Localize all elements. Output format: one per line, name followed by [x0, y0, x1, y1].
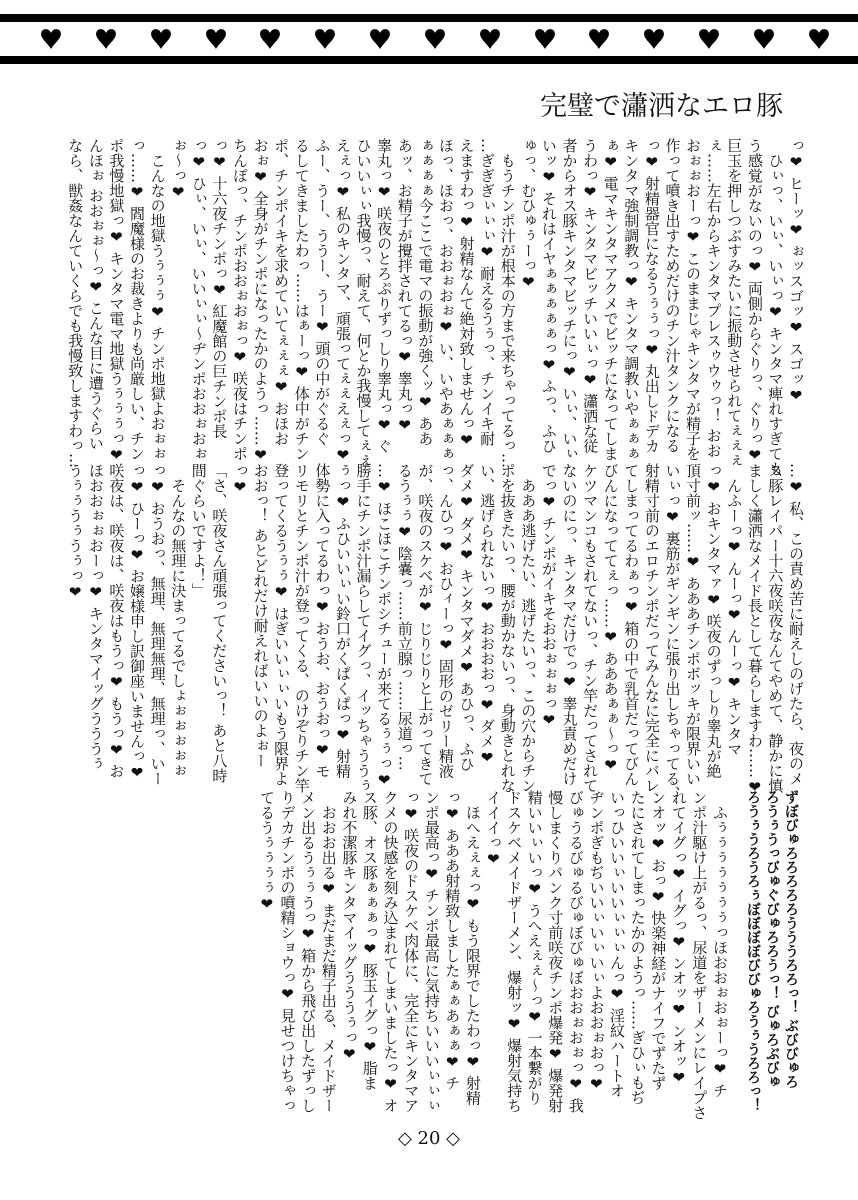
- text-line: ダメ❤ ダメ❤ キンタマダメ❤ あひっ、ふひ: [457, 463, 476, 772]
- text-line: うぅぅうぅうぅっ❤: [66, 463, 85, 601]
- text-line: …❤ ほこほこチンポシチューが来てるぅぅっ❤: [375, 463, 394, 789]
- text-line: みれ不潔豚キンタマイッグうううぅっ❤: [340, 790, 359, 1063]
- text-line: …❤ 私、この責め苦に耐えしのげたら、夜のメ: [787, 463, 805, 786]
- text-line: ぇ……左右からキンタマプレスゥウゥっ！ おお: [704, 138, 723, 458]
- text-line: っ❤: [230, 463, 249, 496]
- text-line: ないのにっ、キンタマだけでっ❤ 睾丸責めだけ: [560, 463, 579, 786]
- bottom-border-bar: [0, 56, 858, 64]
- text-line: ましく瀟洒なメイド長として暮らしますわ……❤: [745, 463, 764, 796]
- text-line: てしまってるわぁっ❤ 箱の中で乳首だってびん: [622, 463, 641, 786]
- heart-icon: [369, 28, 391, 50]
- text-line: っ❤ おうおっ、無理、無理無理、無理っ、いー: [148, 463, 167, 786]
- text-line: ほっ、ほおっ、おおぉおぉ❤ い、いやあぁぁぁ: [436, 138, 455, 461]
- text-line: 作って噴き出すためだけのチン汁タンクになる: [663, 138, 682, 453]
- text-block-middle: [65, 463, 806, 801]
- text-line: ぉ～っ❤: [169, 138, 188, 201]
- text-line: ひいいぃぃ我慢っ、耐えて、何とか我慢してぇぇ: [354, 138, 373, 468]
- heart-icon: [643, 28, 665, 50]
- text-line: もうチンポ汁が根本の方まで来ちゃってるっ…: [498, 138, 517, 468]
- text-line: そんなの無理に決まってるでしょぉぉぉぉぉ: [169, 463, 188, 778]
- text-line: っ❤ おキンタマァ❤ 咲夜のずっしり睾丸が絶: [704, 463, 723, 779]
- text-line: メン出るうぅぅうっ❤ 箱から飛び出したずっし: [299, 790, 318, 1113]
- text-line: いッ❤ それはイヤぁぁぁぁぁっ❤ ふっ、ふひ: [539, 138, 558, 454]
- text-line: ポを抜きたいっ、腰が動かないっ、身動きとれな: [498, 463, 517, 793]
- text-line: あッ、お精子が攪拌されてるっ❤ 睾丸っ❤: [395, 138, 414, 434]
- text-line: っ❤ 咲夜のドスケベ肉体に、完全にキンタマア: [402, 790, 421, 1113]
- heart-icon: [205, 28, 227, 50]
- text-line: るうぅぅ❤ 陰嚢っ……前立腺っ……尿道っ…: [395, 463, 414, 771]
- text-line: びんになっててぇっ……❤ あああぁぁ～っ❤: [601, 463, 620, 774]
- text-line: 咲夜は、咲夜は、咲夜はもうっ❤ もうっ❤ お: [107, 463, 126, 779]
- text-block-bottom-sfx: [743, 790, 800, 1110]
- text-line: ヂンポぎもぢいいぃいぃいぃよおおぉおっ❤: [587, 790, 606, 1093]
- text-line: っ❤ ヒーッ❤ ぉッスゴッ❤ スゴッ❤: [787, 138, 805, 405]
- heart-icon: [95, 28, 117, 50]
- text-line: っ、んひっ❤ おひィーっ❤ 固形のゼリー精液: [436, 463, 455, 779]
- text-line: んほぉ おおぉぉ～っ❤ こんな目に遭うぐらい: [86, 138, 105, 451]
- text-line: いぃっ❤ 裏筋がギンギンに張り出しちゃってる、: [663, 463, 682, 801]
- text-line: ひぃっ、いぃ、いぃっ❤ キンタマ痺れすぎても: [766, 138, 785, 476]
- heart-icon: [40, 28, 62, 50]
- heart-icon: [424, 28, 446, 50]
- text-line: ぁ❤ 電マキンタマアクメでビッチになってしま: [601, 138, 620, 461]
- text-line: 勝手にチンポ汁漏らしてイグっ、イッちゃううぅ: [354, 463, 373, 793]
- text-line: ポ、チンポイキを求めていてぇぇぇ❤ おほお: [272, 138, 291, 446]
- text-line: っ❤ 射精器官になるうぅぅっ❤ 丸出しドデカ: [642, 138, 661, 454]
- text-line: れてイグっ❤ イグっ❤ ンオッ❤ ンオッ❤: [669, 790, 688, 1087]
- text-line: てるうぅぅぅぅ❤: [257, 790, 276, 913]
- text-line: っ❤ ひーっ❤ お嬢様申し訳御座いませんっ❤: [128, 463, 146, 782]
- text-line: あああ逃げたい、逃げたいっ、この穴からチン: [519, 463, 538, 793]
- text-line: 射精寸前のエロチンポだってみんなに完全にバレ: [642, 463, 661, 793]
- text-line: りデカチンポの噴精ショウっ❤ 見せつけちゃっ: [278, 790, 297, 1113]
- top-border-bar: [0, 14, 858, 22]
- text-line: ス豚レイパー十六夜咲夜なんてやめて、静かに慎: [766, 463, 785, 793]
- text-line: ふー、うー、ううー、うー❤ 頭の中がぐるぐ: [313, 138, 332, 446]
- heart-icon: [588, 28, 610, 50]
- text-line: なら、獣姦なんていくらでも我慢致しますわっ…: [66, 138, 85, 468]
- text-line: ろうぅうろうろぅぼぼぼぼびびゅろうぅうろろっ！: [745, 790, 761, 1112]
- text-block-top: [65, 138, 806, 476]
- text-line: びゅうるびゅるびゅぼびゅぼおおぉおぉっ❤ 我: [566, 790, 585, 1113]
- text-line: ほへえぇぇっ❤ もう限界でしたわっ❤ 射精: [463, 790, 482, 1106]
- heart-icon: [479, 28, 501, 50]
- text-line: クメの快感を刻み込まれてしまいましたっ❤ オ: [381, 790, 400, 1113]
- heart-icon: [150, 28, 172, 50]
- text-line: 慢しまくりパンク寸前咲夜チンポ爆発❤ 爆発射: [546, 790, 565, 1113]
- text-line: ちんぽっ、チンポおおぉおぉっ❤ 咲夜はチンポ: [230, 138, 249, 461]
- page-title: 完璧で瀟洒なエロ豚: [540, 91, 783, 122]
- text-line: ふぅぅぅぅぅぅぅっほおおぉおぉーっ❤ チ: [711, 790, 729, 1098]
- text-line: おぉぉおーっ❤ このままじゃキンタマが精子を: [684, 138, 703, 461]
- heart-icon: [698, 28, 720, 50]
- text-line: ス豚、オス豚ぁぁぁっ❤ 豚玉イグっ❤ 脂ま: [360, 790, 379, 1091]
- text-line: ぁぁぁぁ今ここで電マの振動が強くッ❤ ああ: [416, 138, 435, 446]
- text-line: キンタマ強制調教っ❤ キンタマ調教いやぁぁぁ: [622, 138, 641, 461]
- text-line: が、咲夜のスケベが❤ じりじりと上がってきて: [416, 463, 435, 786]
- heart-icon: [534, 28, 556, 50]
- heart-icon: [314, 28, 336, 50]
- text-line: 巨玉を押しつぶすみたいに振動させられてぇぇぇ: [725, 138, 744, 468]
- text-line: うわっ❤ キンタマビッチいいぃっ❤ 瀟洒な従: [581, 138, 600, 454]
- text-line: たにされてしまったかのようっ……ぎひぃもぢ: [628, 790, 647, 1105]
- heart-icon: [259, 28, 281, 50]
- text-line: ンオッ❤ おっ❤ 快楽神経がナイフでずたず: [649, 790, 668, 1091]
- text-line: おぉ❤ 全身がチンポになったかのようっ……❤: [251, 138, 270, 464]
- text-line: イイイっ❤: [484, 790, 503, 868]
- text-line: ぅっ❤ ふひいいぃい鈴口がくぱくぱっ❤ 射精: [333, 463, 352, 779]
- text-line: 間ぐらいですよ！」: [189, 463, 208, 598]
- text-line: でっ❤ チンポがイキそおおぉぉぉっ❤: [539, 463, 558, 729]
- text-line: う感覚がないのっ❤ 両側からぐりっ、ぐりっ❤: [745, 138, 764, 464]
- text-line: 精いいぃいっ❤ うへえぇぇ～っ❤ 一本繋がり: [525, 790, 544, 1106]
- text-line: えますわっ❤ 射精なんて絶対致しませんっ❤: [457, 138, 476, 449]
- heart-row: [40, 28, 830, 54]
- text-line: ドスケベメイドザーメン、爆射ッ❤ 爆射気持ち: [505, 790, 524, 1113]
- page-number: ◇ 20 ◇: [397, 1128, 461, 1149]
- text-line: いっひいいぃいいぃぃぃんっ❤ 淫紋ハートオ: [608, 790, 627, 1098]
- text-line: るしてきましたわっ……はぁーっ❤ 体中がチン: [292, 138, 311, 461]
- text-line: おおっ！ あとどれだけ耐えればいいのよぉー: [251, 463, 270, 768]
- text-line: 頂寸前ッ……❤ あああチンポボッキが限界いい: [684, 463, 703, 786]
- text-line: 体勢に入ってるわっ❤ おうお、おうおっ❤ モ: [313, 463, 332, 779]
- text-line: …ぎぎぎぃぃぃ❤ 耐えるうぅっ、チンイキ耐: [478, 138, 497, 446]
- text-line: ケツマンコもされてないっ、チン竿だってされて: [581, 463, 600, 793]
- text-line: えぇっ❤ 私のキンタマ、頑張ってぇぇえぇっ❤: [333, 138, 352, 464]
- text-line: っ❤ ひぃ、いぃ、いいぃぃ～ヂンポおおぉおぉ: [189, 138, 208, 461]
- text-line: い、逃げられないっ❤ おおおおっ❤ ダメ❤: [478, 463, 497, 767]
- text-line: リモリとチンポ汁が登ってくる、のけぞりチン竿: [292, 463, 311, 793]
- text-line: ろうぅうっびゅぐびゅろろうっ！ びゅろぶびゅ: [764, 790, 780, 1089]
- text-block-bottom: [256, 790, 730, 1120]
- text-line: ゅっ、むひゅぅーっ❤: [519, 138, 538, 291]
- text-line: 「さ、咲夜さん頑張ってくださいっ！ あと八時: [210, 463, 229, 783]
- text-line: こんなの地獄うぅぅぅ❤ チンポ地獄よおぉぉ: [148, 138, 167, 461]
- text-line: ずぼびゅろろろろろうううろろっ！ ぶびびゅろ: [783, 790, 799, 1089]
- text-line: っ❤ 十六夜チンポっ❤ 紅魔館の巨チンポ長: [210, 138, 229, 439]
- text-line: ンポ汁駆け上がるっ、尿道をザーメンにレイプさ: [690, 790, 709, 1120]
- text-line: ンポ最高っ❤ チンポ最高に気持ちいいいぃぃぃ: [422, 790, 441, 1113]
- text-line: 睾丸っ❤ 咲夜のとろぷりずっしり睾丸っ❤ ぐ: [375, 138, 394, 454]
- text-line: 登ってくるうぅぅ❤ はぎいいぃぃいもう限界よ: [272, 463, 291, 786]
- text-line: んふーっ❤ んーっ❤ んーっ❤ キンタマ: [725, 463, 744, 757]
- text-line: おおお出る❤ まだまだ精子出る、メイドザー: [319, 790, 338, 1113]
- heart-icon: [808, 28, 830, 50]
- text-line: 者からオス豚キンタマビッチにっ❤ いぃ、いぃ: [560, 138, 579, 461]
- text-line: ポ我慢地獄っ❤ キンタマ電マ地獄うぅぅぅっ❤: [107, 138, 126, 464]
- text-line: っ❤ あああ射精致しましたぁぁあぁぁ❤ チ: [443, 790, 462, 1091]
- text-line: っ……❤ 閻魔様のお裁きよりも尚厳しい、チン: [128, 138, 146, 461]
- heart-icon: [753, 28, 775, 50]
- text-line: ほおおぉぉおーっ❤ キンタマイッグうううぅ: [86, 463, 105, 771]
